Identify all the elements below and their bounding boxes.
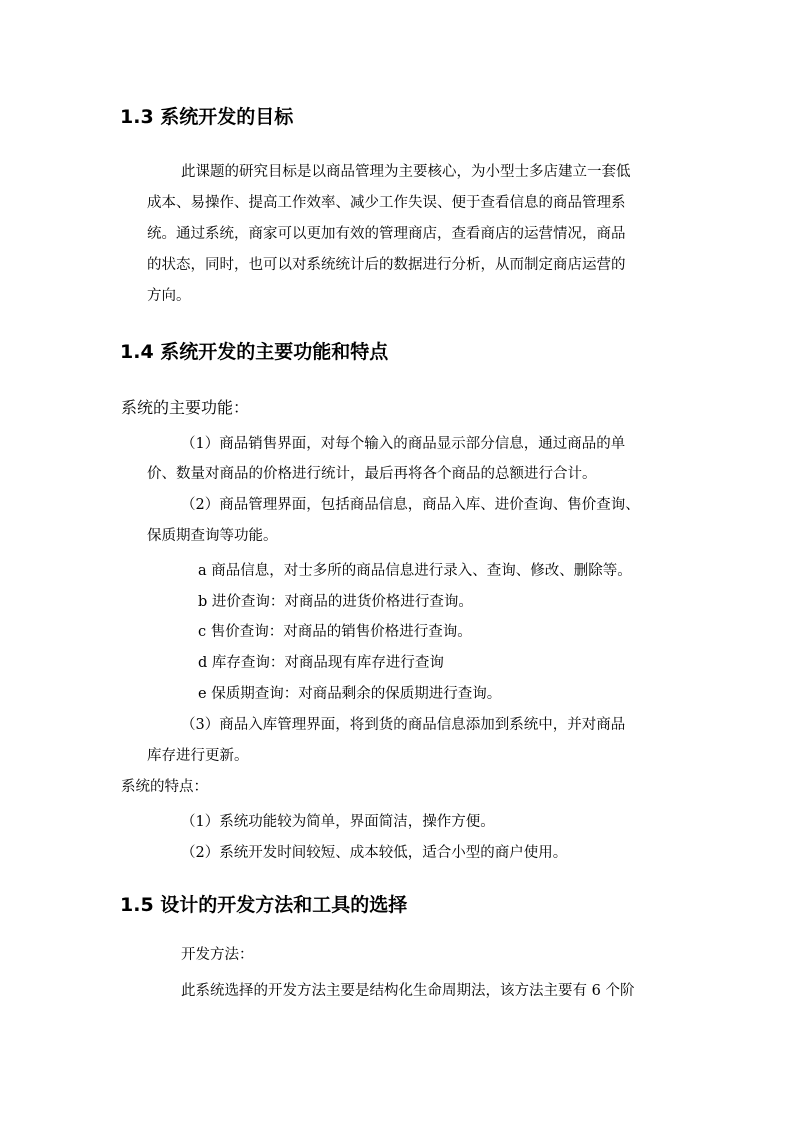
paragraph-line: 此课题的研究目标是以商品管理为主要核心，为小型士多店建立一套低 (181, 164, 631, 180)
paragraph-line: 此系统选择的开发方法主要是结构化生命周期法，该方法主要有 6 个阶 (181, 983, 635, 999)
paragraph-line: 开发方法： (181, 947, 254, 963)
sub-item-c: c 售价查询：对商品的销售价格进行查询。 (198, 624, 472, 640)
paragraph-line: 统。通过系统，商家可以更加有效的管理商店，查看商店的运营情况，商品 (147, 226, 626, 242)
section-heading-1-3: 1.3 系统开发的目标 (120, 106, 294, 128)
function-item: （3）商品入库管理界面，将到货的商品信息添加到系统中，并对商品 (181, 717, 626, 733)
sub-item-e: e 保质期查询：对商品剩余的保质期进行查询。 (198, 686, 502, 702)
section-heading-1-4: 1.4 系统开发的主要功能和特点 (120, 341, 389, 363)
functions-label: 系统的主要功能： (121, 398, 250, 417)
paragraph-line: 的状态，同时，也可以对系统统计后的数据进行分析，从而制定商店运营的 (147, 257, 626, 273)
sub-item-b: b 进价查询：对商品的进货价格进行查询。 (198, 594, 473, 610)
feature-item: （2）系统开发时间较短、成本较低，适合小型的商户使用。 (181, 845, 568, 861)
sub-item-a: a 商品信息，对士多所的商品信息进行录入、查询、修改、删除等。 (198, 563, 632, 579)
function-item: 保质期查询等功能。 (147, 528, 278, 544)
feature-item: （1）系统功能较为简单，界面简洁，操作方便。 (181, 814, 495, 830)
section-heading-1-5: 1.5 设计的开发方法和工具的选择 (120, 894, 408, 916)
sub-item-d: d 库存查询：对商品现有库存进行查询 (198, 655, 444, 671)
function-item: 库存进行更新。 (147, 748, 249, 764)
function-item: （1）商品销售界面，对每个输入的商品显示部分信息，通过商品的单 (181, 436, 626, 452)
paragraph-line: 成本、易操作、提高工作效率、减少工作失误、便于查看信息的商品管理系 (147, 195, 626, 211)
function-item: 价、数量对商品的价格进行统计，最后再将各个商品的总额进行合计。 (147, 466, 597, 482)
paragraph-line: 方向。 (147, 288, 191, 304)
features-label: 系统的特点： (121, 779, 208, 795)
function-item: （2）商品管理界面，包括商品信息，商品入库、进价查询、售价查询、 (181, 497, 640, 513)
